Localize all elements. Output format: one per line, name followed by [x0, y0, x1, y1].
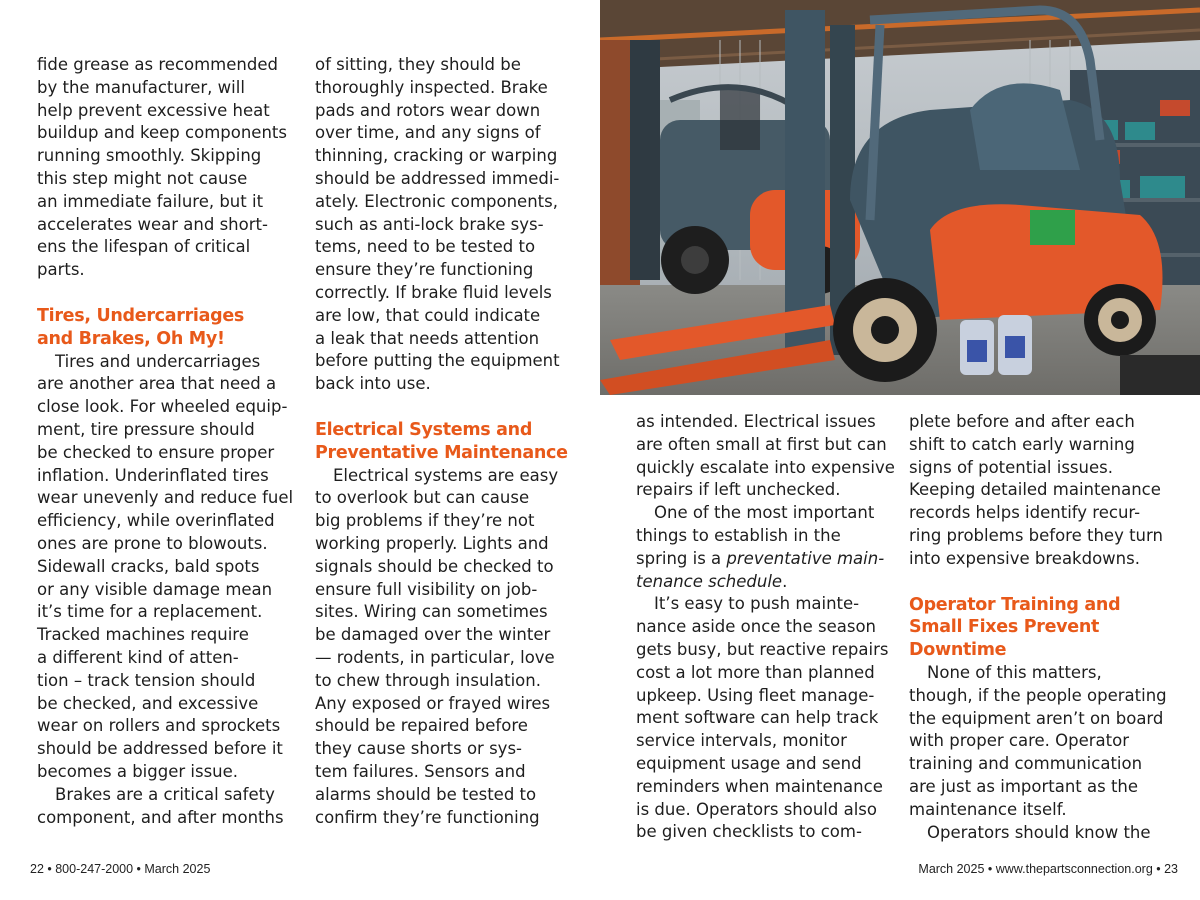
text-line: close look. For wheeled equip- [37, 397, 288, 417]
forklift-photo [600, 0, 1200, 395]
paragraph [315, 54, 577, 396]
paragraph [636, 502, 892, 593]
text-line [636, 548, 892, 571]
paragraph [37, 54, 297, 282]
text-line: inflation. Underinflated tires [37, 465, 269, 485]
emphasis-text: tenance schedule [636, 571, 783, 591]
text-line: parts. [37, 260, 85, 280]
article-column-4 [909, 411, 1171, 844]
text-line: running smoothly. Skipping [37, 146, 262, 166]
text-line [636, 571, 892, 594]
text-line: tion – track tension should [37, 670, 256, 690]
text-line: such as anti-lock brake sys- [315, 214, 544, 234]
article-column-2 [315, 54, 577, 829]
text-line: they cause shorts or sys- [315, 739, 522, 759]
text-line: back into use. [315, 374, 431, 394]
text-line: upkeep. Using fleet manage- [636, 685, 875, 705]
text-line: of sitting, they should be [315, 55, 521, 74]
text-line: alarms should be tested to [315, 784, 537, 804]
text-line: before putting the equipment [315, 351, 560, 371]
text-line: Operators should know the [927, 822, 1151, 842]
article-column-1 [37, 54, 297, 829]
text-line: it’s time for a replacement. [37, 602, 263, 622]
text-line: thinning, cracking or warping [315, 146, 558, 166]
page-footer-left: 22 • 800-247-2000 • March 2025 [30, 862, 211, 876]
text-line: is due. Operators should also [636, 799, 877, 819]
text-line: ens the lifespan of critical [37, 237, 251, 257]
text-line: becomes a bigger issue. [37, 761, 239, 781]
paragraph [636, 593, 892, 844]
text-line: It’s easy to push mainte- [654, 594, 860, 614]
text-line: ring problems before they turn [909, 525, 1163, 545]
text-line: be checked to ensure proper [37, 442, 275, 462]
text-line: equipment usage and send [636, 753, 862, 773]
heading-line: Electrical Systems and [315, 419, 533, 440]
text-line: by the manufacturer, will [37, 77, 245, 97]
text-line: are just as important as the [909, 776, 1139, 796]
text-line: sites. Wiring can sometimes [315, 602, 548, 622]
text-line: — rodents, in particular, love [315, 647, 555, 667]
text-line: maintenance itself. [909, 799, 1067, 819]
section-heading [315, 419, 577, 465]
paragraph [315, 465, 577, 830]
text-line: this step might not cause [37, 168, 248, 188]
text-line: None of this matters, [927, 662, 1102, 682]
text-line: shift to catch early warning [909, 434, 1135, 454]
text-line: Any exposed or frayed wires [315, 693, 551, 713]
text-line: tems, need to be tested to [315, 237, 536, 257]
text-line: Tires and undercarriages [55, 351, 261, 371]
text-line: as intended. Electrical issues [636, 412, 876, 431]
paragraph [909, 411, 1171, 571]
text-line: Electrical systems are easy [333, 465, 559, 485]
heading-line: Preventative Maintenance [315, 442, 568, 463]
text-line: fide grease as recommended [37, 55, 278, 74]
text-line: an immediate failure, but it [37, 191, 264, 211]
text-line: correctly. If brake fluid levels [315, 282, 552, 302]
page-footer-right: March 2025 • www.thepartsconnection.org • 23 [918, 862, 1178, 876]
heading-line: Operator Training and [909, 594, 1121, 615]
section-heading [37, 305, 297, 351]
text-run: spring is a [636, 548, 727, 568]
text-line: signals should be checked to [315, 556, 554, 576]
text-line: working properly. Lights and [315, 533, 549, 553]
text-line: help prevent excessive heat [37, 100, 270, 120]
text-line: Sidewall cracks, bald spots [37, 556, 260, 576]
text-line: be given checklists to com- [636, 822, 862, 842]
text-line: accelerates wear and short- [37, 214, 268, 234]
text-line: ment software can help track [636, 708, 879, 728]
text-line: confirm they’re functioning [315, 807, 540, 827]
text-line: thoroughly inspected. Brake [315, 77, 548, 97]
text-line: ensure full visibility on job- [315, 579, 538, 599]
text-line: be damaged over the winter [315, 625, 551, 645]
text-line: are another area that need a [37, 374, 277, 394]
paragraph [37, 351, 297, 784]
heading-line: Downtime [909, 640, 1007, 661]
text-line: signs of potential issues. [909, 457, 1113, 477]
text-line: to overlook but can cause [315, 488, 530, 508]
text-line: nance aside once the season [636, 617, 877, 637]
text-line: service intervals, monitor [636, 731, 847, 751]
text-line: buildup and keep components [37, 123, 287, 143]
text-line: Tracked machines require [37, 625, 249, 645]
text-line: component, and after months [37, 807, 284, 827]
text-line: big problems if they’re not [315, 511, 535, 531]
paragraph [909, 662, 1171, 822]
text-line: are low, that could indicate [315, 305, 541, 325]
text-run: . [782, 571, 788, 591]
text-line: to chew through insulation. [315, 670, 541, 690]
text-line: repairs if left unchecked. [636, 480, 841, 500]
text-line: cost a lot more than planned [636, 662, 875, 682]
text-line: Brakes are a critical safety [55, 784, 275, 804]
text-line: wear unevenly and reduce fuel [37, 488, 294, 508]
text-line: into expensive breakdowns. [909, 548, 1140, 568]
text-line: though, if the people operating [909, 685, 1167, 705]
text-line: or any visible damage mean [37, 579, 273, 599]
article-column-3 [636, 411, 895, 844]
text-line: ately. Electronic components, [315, 191, 558, 211]
text-line: ment, tire pressure should [37, 419, 255, 439]
text-line: wear on rollers and sprockets [37, 716, 281, 736]
heading-line: Small Fixes Prevent [909, 617, 1100, 638]
heading-line: and Brakes, Oh My! [37, 328, 225, 349]
text-line: quickly escalate into expensive [636, 457, 895, 477]
text-line: with proper care. Operator [909, 731, 1129, 751]
text-line: Keeping detailed maintenance [909, 480, 1161, 500]
emphasis-text: preventative main- [726, 548, 885, 568]
text-line: the equipment aren’t on board [909, 708, 1164, 728]
text-line: pads and rotors wear down [315, 100, 541, 120]
text-line: plete before and after each [909, 412, 1135, 431]
text-line: are often small at first but can [636, 434, 887, 454]
text-line: a different kind of atten- [37, 647, 239, 667]
text-line: efficiency, while overinflated [37, 511, 275, 531]
section-heading [909, 594, 1171, 662]
text-line: should be addressed before it [37, 739, 283, 759]
paragraph [909, 822, 1171, 845]
text-line: should be addressed immedi- [315, 168, 560, 188]
text-line: gets busy, but reactive repairs [636, 639, 889, 659]
text-line: should be repaired before [315, 716, 528, 736]
text-line: a leak that needs attention [315, 328, 540, 348]
text-line: reminders when maintenance [636, 776, 883, 796]
text-line: records helps identify recur- [909, 503, 1141, 523]
text-line: tem failures. Sensors and [315, 761, 526, 781]
text-line: ones are prone to blowouts. [37, 533, 268, 553]
paragraph [636, 411, 895, 502]
paragraph [37, 784, 297, 830]
text-line: over time, and any signs of [315, 123, 541, 143]
heading-line: Tires, Undercarriages [37, 305, 245, 326]
text-line: things to establish in the [636, 525, 841, 545]
text-line: One of the most important [654, 503, 875, 523]
text-line: be checked, and excessive [37, 693, 259, 713]
text-line: training and communication [909, 754, 1143, 774]
text-line: ensure they’re functioning [315, 260, 534, 280]
